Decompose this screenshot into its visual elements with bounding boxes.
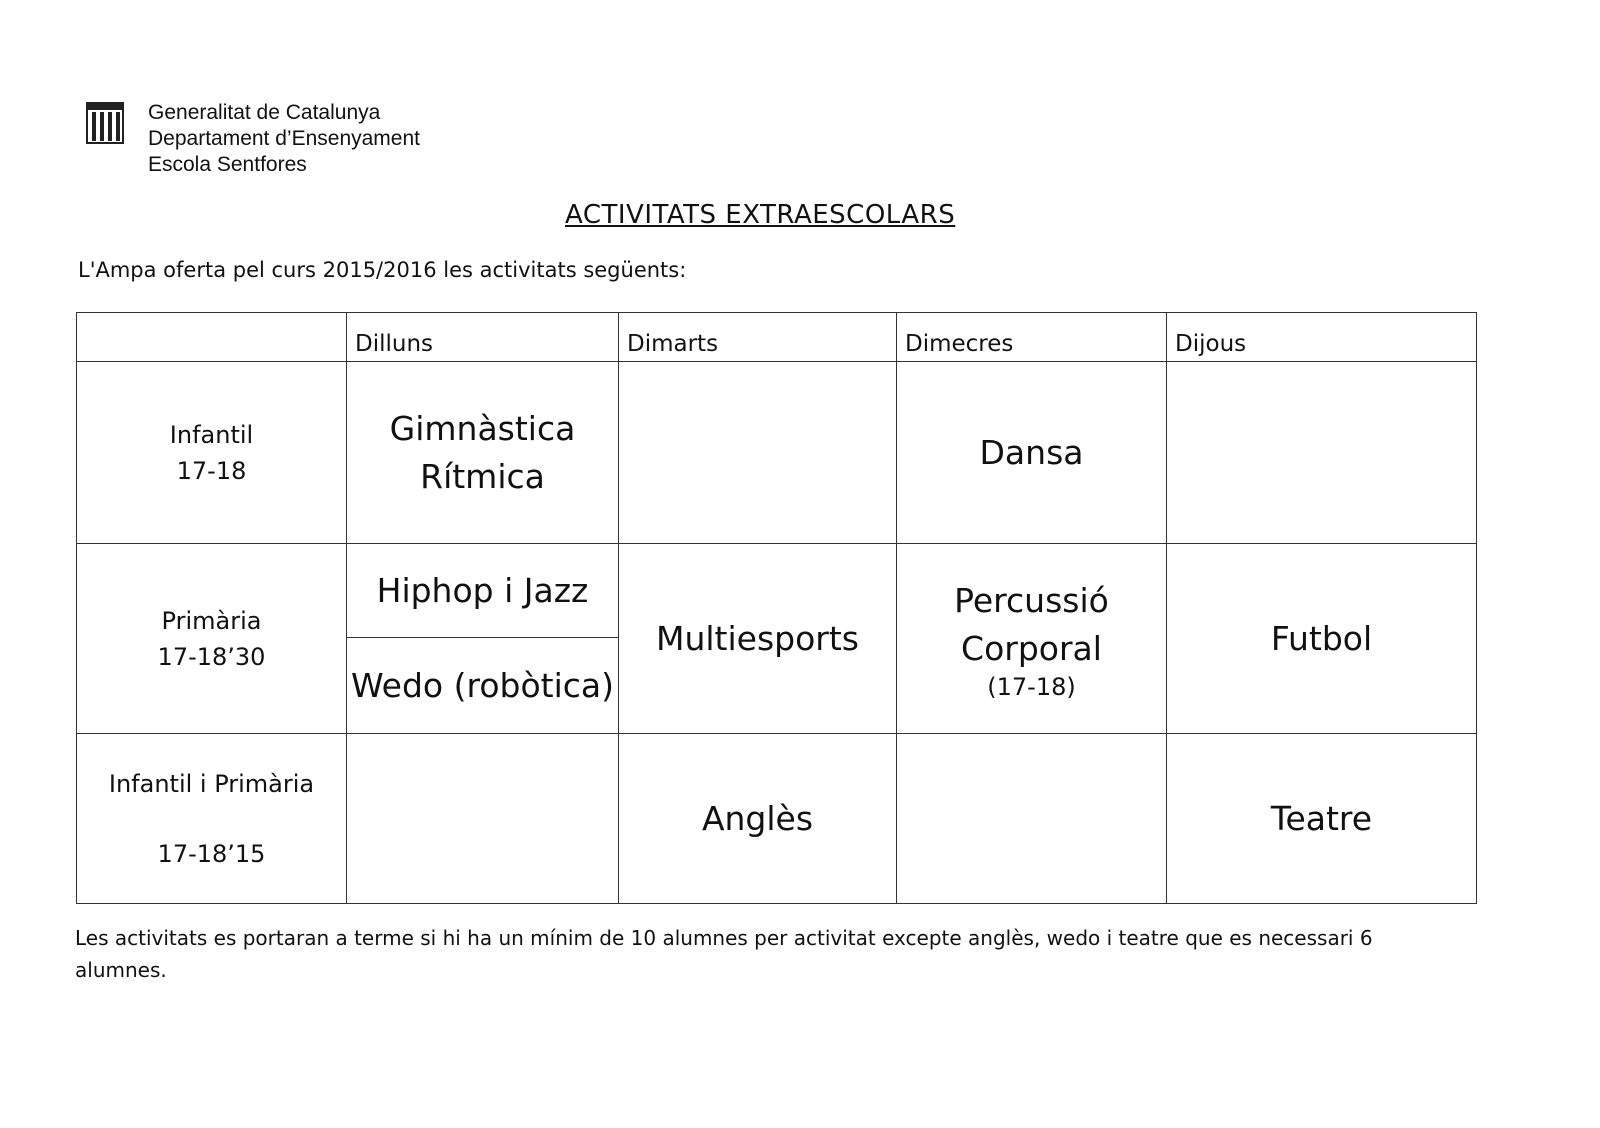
table-row — [77, 544, 1477, 638]
generalitat-emblem-icon — [86, 102, 124, 144]
row-label-primaria — [77, 544, 347, 734]
activity-name: Percussió Corporal — [954, 580, 1109, 668]
row-label-infantil — [77, 362, 347, 544]
school-name: Escola Sentfores — [148, 153, 307, 176]
activity-cell: Gimnàstica Rítmica — [347, 362, 619, 544]
group-time: 17-18’15 — [157, 839, 266, 868]
activity-cell — [619, 362, 897, 544]
corner-cell — [77, 313, 347, 362]
activity-cell — [897, 544, 1167, 734]
day-header-tuesday: Dimarts — [619, 313, 897, 362]
group-time: 17-18’30 — [157, 642, 266, 671]
department-name: Departament d’Ensenyament — [148, 127, 420, 150]
activity-cell — [897, 734, 1167, 904]
group-name: Infantil — [169, 420, 254, 449]
day-header-thursday: Dijous — [1167, 313, 1477, 362]
group-time: 17-18 — [176, 456, 247, 485]
group-name: Infantil i Primària — [108, 769, 315, 798]
day-header-wednesday: Dimecres — [897, 313, 1167, 362]
activity-cell: Anglès — [619, 734, 897, 904]
activity-cell: Teatre — [1167, 734, 1477, 904]
table-row — [77, 734, 1477, 904]
activities-table — [76, 312, 1477, 904]
table-header-row — [77, 313, 1477, 362]
institution-name: Generalitat de Catalunya — [148, 101, 381, 124]
activity-cell: Multiesports — [619, 544, 897, 734]
activity-cell — [347, 734, 619, 904]
activity-cell: Wedo (robòtica) — [347, 638, 619, 734]
activity-cell: Futbol — [1167, 544, 1477, 734]
letterhead-text — [148, 100, 420, 178]
row-label-infantil-primaria — [77, 734, 347, 904]
activity-cell — [1167, 362, 1477, 544]
activity-time-note: (17-18) — [987, 672, 1076, 701]
day-header-monday: Dilluns — [347, 313, 619, 362]
intro-text: L'Ampa oferta pel curs 2015/2016 les activitats següents: — [78, 258, 687, 282]
activity-cell: Hiphop i Jazz — [347, 544, 619, 638]
footnote: Les activitats es portaran a terme si hi ha un mínim de 10 alumnes per activitat excepte anglès, wedo i teatre que es necessari 6 alumnes. — [75, 926, 1373, 982]
table-row — [77, 362, 1477, 544]
document-title: ACTIVITATS EXTRAESCOLARS — [565, 200, 956, 230]
activity-cell: Dansa — [897, 362, 1167, 544]
group-name: Primària — [161, 606, 262, 635]
